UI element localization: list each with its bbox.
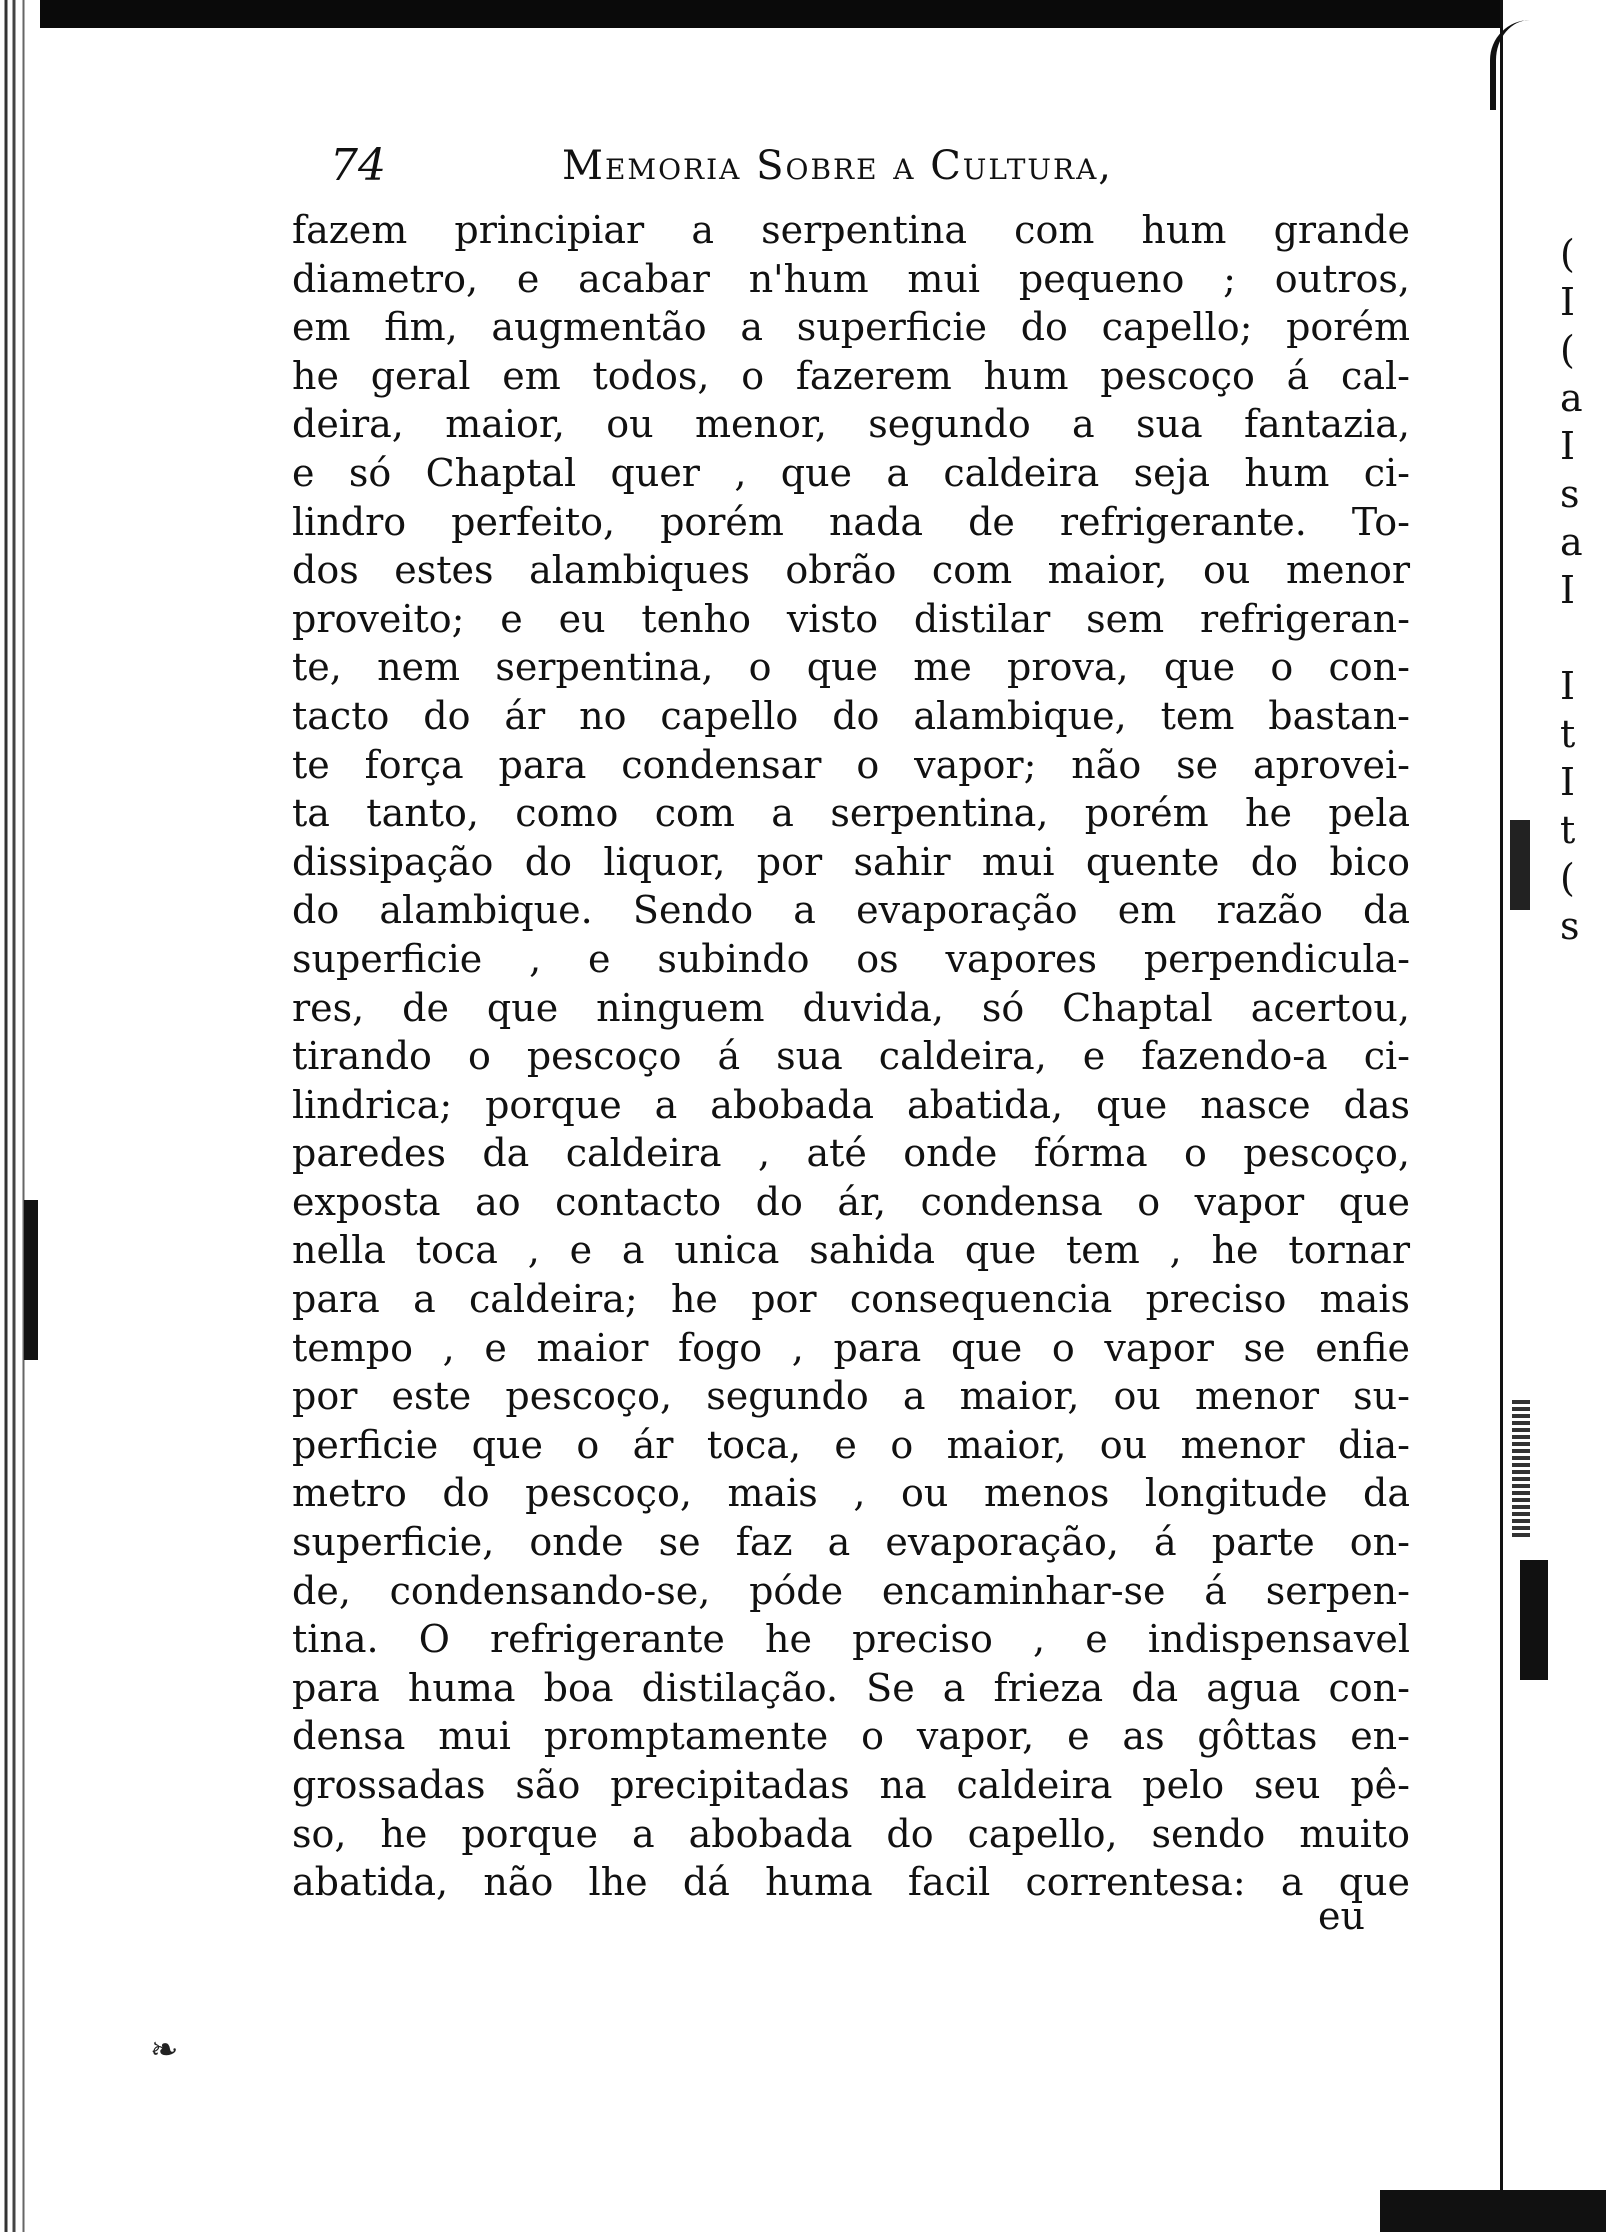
scan-corner-shadow [1380, 2190, 1606, 2232]
text-line: do alambique. Sendo a evaporação em razão da [292, 888, 1410, 933]
text-line: superficie , e subindo os vapores perpendicula- [292, 936, 1410, 981]
page-title: Memoria Sobre a Cultura, [562, 143, 1114, 189]
text-line: metro do pescoço, mais , ou menos longitude da [292, 1471, 1410, 1516]
text-line: te, nem serpentina, o que me prova, que o con- [292, 645, 1410, 690]
margin-fragment: s [1560, 904, 1580, 948]
text-line: tina. O refrigerante he preciso , e indispensavel [292, 1617, 1410, 1662]
page-number: 74 [330, 140, 386, 191]
margin-fragment: t [1560, 712, 1576, 756]
text-line: ta tanto, como com a serpentina, porém he pela [292, 791, 1410, 836]
text-line: so, he porque a abobada do capello, sendo muito [292, 1811, 1410, 1856]
running-head [322, 138, 1262, 198]
margin-fragment: a [1560, 520, 1583, 564]
text-line: dissipação do liquor, por sahir mui quente do bico [292, 839, 1410, 884]
text-line: te força para condensar o vapor; não se aprovei- [292, 742, 1410, 787]
text-line: tacto do ár no capello do alambique, tem bastan- [292, 693, 1410, 738]
text-line: lindro perfeito, porém nada de refrigerante. To- [292, 499, 1410, 544]
text-line: para huma boa distilação. Se a frieza da agua con- [292, 1665, 1410, 1710]
text-line: de, condensando-se, póde encaminhar-se á serpen- [292, 1568, 1410, 1613]
text-line: deira, maior, ou menor, segundo a sua fantazia, [292, 402, 1410, 447]
margin-fragment [1560, 614, 1600, 662]
body-text [292, 206, 1410, 1907]
text-line: exposta ao contacto do ár, condensa o vapor que [292, 1179, 1410, 1224]
margin-fragment: I [1560, 664, 1576, 708]
text-line: paredes da caldeira , até onde fórma o pescoço, [292, 1131, 1410, 1176]
text-line: lindrica; porque a abobada abatida, que nasce das [292, 1082, 1410, 1127]
margin-fragment: I [1560, 280, 1576, 324]
adjacent-page-text-fragments [1560, 230, 1600, 950]
text-line: diametro, e acabar n'hum mui pequeno ; outros, [292, 256, 1410, 301]
text-line: res, de que ninguem duvida, só Chaptal acertou, [292, 985, 1410, 1030]
text-line: tirando o pescoço á sua caldeira, e fazendo-a ci- [292, 1034, 1410, 1079]
text-line: superficie, onde se faz a evaporação, á parte on- [292, 1520, 1410, 1565]
margin-fragment: a [1560, 376, 1583, 420]
catchword: eu [1318, 1894, 1365, 1938]
margin-fragment: ( [1560, 232, 1575, 276]
text-line: para a caldeira; he por consequencia preciso mais [292, 1277, 1410, 1322]
text-line: e só Chaptal quer , que a caldeira seja hum ci- [292, 450, 1410, 495]
text-line: grossadas são precipitadas na caldeira pelo seu pê- [292, 1763, 1410, 1807]
text-line: por este pescoço, segundo a maior, ou menor su- [292, 1374, 1410, 1419]
stray-ink-mark: ❧ [150, 2030, 179, 2070]
text-line: nella toca , e a unica sahida que tem , he tornar [292, 1228, 1410, 1273]
margin-fragment: I [1560, 568, 1576, 612]
margin-fragment: I [1560, 760, 1576, 804]
scan-binding-edge [0, 0, 40, 2232]
text-line: perficie que o ár toca, e o maior, ou menor dia- [292, 1422, 1410, 1467]
text-line: em fim, augmentão a superficie do capello; porém [292, 305, 1410, 350]
scan-binding-shadow [24, 1200, 38, 1360]
text-line: tempo , e maior fogo , para que o vapor se enfie [292, 1325, 1410, 1370]
margin-fragment: t [1560, 808, 1576, 852]
text-line: he geral em todos, o fazerem hum pescoço á cal- [292, 353, 1410, 398]
scan-top-edge [0, 0, 1606, 28]
text-line: proveito; e eu tenho visto distilar sem refrigeran- [292, 596, 1410, 641]
text-line: fazem principiar a serpentina com hum grande [292, 208, 1410, 252]
ink-blot [1510, 820, 1530, 910]
margin-fragment: ( [1560, 328, 1575, 372]
text-line: densa mui promptamente o vapor, e as gôttas en- [292, 1714, 1410, 1759]
margin-fragment: s [1560, 472, 1580, 516]
text-line: abatida, não lhe dá huma facil correntesa: a que [292, 1860, 1410, 1905]
text-line: dos estes alambiques obrão com maior, ou menor [292, 548, 1410, 593]
ink-blot [1512, 1400, 1530, 1540]
margin-fragment: I [1560, 424, 1576, 468]
adjacent-page-curl [1490, 20, 1556, 110]
ink-blot [1520, 1560, 1548, 1680]
margin-fragment: ( [1560, 856, 1575, 900]
